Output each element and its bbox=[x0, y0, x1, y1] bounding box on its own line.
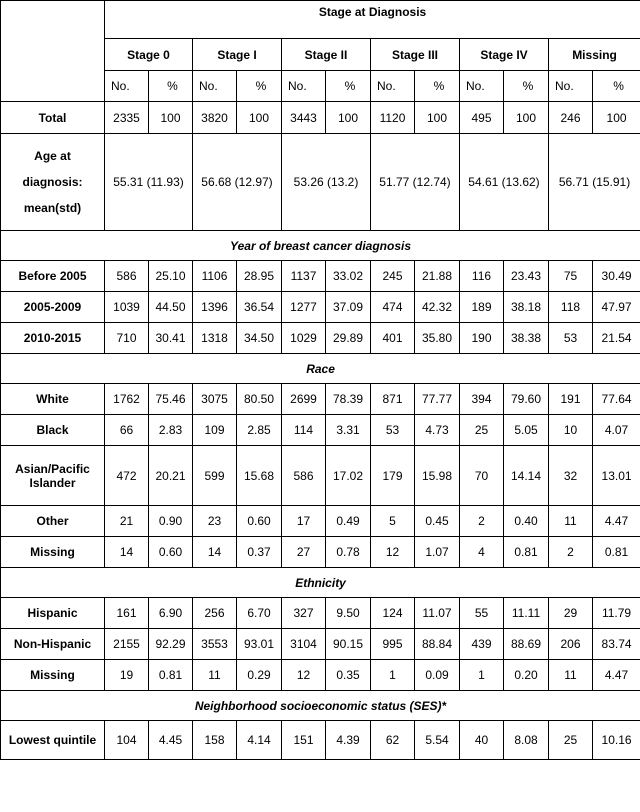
percent-cell: 42.32 bbox=[415, 292, 460, 323]
stage-header: Missing bbox=[549, 39, 640, 71]
count-cell: 191 bbox=[549, 384, 593, 415]
percent-cell: 0.09 bbox=[415, 660, 460, 691]
percent-cell: 77.64 bbox=[593, 384, 640, 415]
mean-std-cell: 56.71 (15.91) bbox=[549, 134, 640, 231]
mean-std-cell: 53.26 (13.2) bbox=[282, 134, 371, 231]
percent-cell: 6.90 bbox=[149, 598, 193, 629]
col-pct-header: % bbox=[326, 71, 371, 102]
count-cell: 161 bbox=[105, 598, 149, 629]
percent-cell: 0.81 bbox=[593, 537, 640, 568]
count-cell: 12 bbox=[371, 537, 415, 568]
count-cell: 1106 bbox=[193, 261, 237, 292]
row-label-line: mean(std) bbox=[23, 201, 82, 215]
count-cell: 495 bbox=[460, 102, 504, 134]
count-cell: 1137 bbox=[282, 261, 326, 292]
percent-cell: 14.14 bbox=[504, 446, 549, 506]
count-cell: 2 bbox=[460, 506, 504, 537]
col-no-header: No. bbox=[282, 71, 326, 102]
row-label: Missing bbox=[1, 660, 105, 691]
percent-cell: 100 bbox=[415, 102, 460, 134]
percent-cell: 37.09 bbox=[326, 292, 371, 323]
percent-cell: 35.80 bbox=[415, 323, 460, 354]
percent-cell: 0.60 bbox=[237, 506, 282, 537]
count-cell: 11 bbox=[193, 660, 237, 691]
count-cell: 104 bbox=[105, 721, 149, 760]
table-title: Stage at Diagnosis bbox=[105, 1, 640, 39]
table-row bbox=[1, 446, 640, 506]
count-cell: 32 bbox=[549, 446, 593, 506]
count-cell: 114 bbox=[282, 415, 326, 446]
percent-cell: 4.73 bbox=[415, 415, 460, 446]
count-cell: 1396 bbox=[193, 292, 237, 323]
percent-cell: 88.69 bbox=[504, 629, 549, 660]
percent-cell: 90.15 bbox=[326, 629, 371, 660]
percent-cell: 29.89 bbox=[326, 323, 371, 354]
count-cell: 401 bbox=[371, 323, 415, 354]
percent-cell: 0.40 bbox=[504, 506, 549, 537]
row-label: White bbox=[1, 384, 105, 415]
row-label: Total bbox=[1, 102, 105, 134]
percent-cell: 75.46 bbox=[149, 384, 193, 415]
table-row bbox=[1, 598, 640, 629]
count-cell: 1762 bbox=[105, 384, 149, 415]
row-label-line: Islander bbox=[29, 475, 76, 490]
count-cell: 55 bbox=[460, 598, 504, 629]
percent-cell: 100 bbox=[149, 102, 193, 134]
row-label: Non-Hispanic bbox=[1, 629, 105, 660]
col-pct-header: % bbox=[593, 71, 640, 102]
table-row bbox=[1, 660, 640, 691]
table-row bbox=[1, 102, 640, 134]
stage-header: Stage III bbox=[371, 39, 460, 71]
count-cell: 14 bbox=[105, 537, 149, 568]
stage-header: Stage I bbox=[193, 39, 282, 71]
percent-cell: 15.68 bbox=[237, 446, 282, 506]
count-cell: 118 bbox=[549, 292, 593, 323]
row-label: Missing bbox=[1, 537, 105, 568]
percent-cell: 4.39 bbox=[326, 721, 371, 760]
count-cell: 710 bbox=[105, 323, 149, 354]
col-pct-header: % bbox=[149, 71, 193, 102]
percent-cell: 0.81 bbox=[149, 660, 193, 691]
table-row bbox=[1, 415, 640, 446]
percent-cell: 0.60 bbox=[149, 537, 193, 568]
count-cell: 27 bbox=[282, 537, 326, 568]
count-cell: 11 bbox=[549, 506, 593, 537]
section-title: Ethnicity bbox=[1, 568, 640, 598]
percent-cell: 6.70 bbox=[237, 598, 282, 629]
col-pct-header: % bbox=[237, 71, 282, 102]
col-pct-header: % bbox=[504, 71, 549, 102]
count-cell: 3820 bbox=[193, 102, 237, 134]
count-cell: 394 bbox=[460, 384, 504, 415]
count-cell: 66 bbox=[105, 415, 149, 446]
percent-cell: 0.35 bbox=[326, 660, 371, 691]
count-cell: 3075 bbox=[193, 384, 237, 415]
row-label: Other bbox=[1, 506, 105, 537]
count-cell: 5 bbox=[371, 506, 415, 537]
percent-cell: 9.50 bbox=[326, 598, 371, 629]
percent-cell: 88.84 bbox=[415, 629, 460, 660]
percent-cell: 21.88 bbox=[415, 261, 460, 292]
percent-cell: 11.11 bbox=[504, 598, 549, 629]
row-label: Black bbox=[1, 415, 105, 446]
corner-cell bbox=[1, 1, 105, 102]
percent-cell: 0.78 bbox=[326, 537, 371, 568]
count-cell: 995 bbox=[371, 629, 415, 660]
percent-cell: 34.50 bbox=[237, 323, 282, 354]
percent-cell: 100 bbox=[504, 102, 549, 134]
col-no-header: No. bbox=[193, 71, 237, 102]
count-cell: 256 bbox=[193, 598, 237, 629]
percent-cell: 4.45 bbox=[149, 721, 193, 760]
col-no-header: No. bbox=[460, 71, 504, 102]
percent-cell: 20.21 bbox=[149, 446, 193, 506]
percent-cell: 100 bbox=[237, 102, 282, 134]
count-cell: 75 bbox=[549, 261, 593, 292]
percent-cell: 5.05 bbox=[504, 415, 549, 446]
percent-cell: 36.54 bbox=[237, 292, 282, 323]
row-label: Hispanic bbox=[1, 598, 105, 629]
percent-cell: 4.47 bbox=[593, 660, 640, 691]
row-label-line: diagnosis: bbox=[22, 175, 83, 189]
table-row bbox=[1, 134, 640, 231]
row-label: Lowest quintile bbox=[1, 721, 105, 760]
percent-cell: 92.29 bbox=[149, 629, 193, 660]
count-cell: 1039 bbox=[105, 292, 149, 323]
percent-cell: 0.29 bbox=[237, 660, 282, 691]
percent-cell: 4.47 bbox=[593, 506, 640, 537]
count-cell: 19 bbox=[105, 660, 149, 691]
count-cell: 599 bbox=[193, 446, 237, 506]
count-cell: 62 bbox=[371, 721, 415, 760]
table-row bbox=[1, 323, 640, 354]
percent-cell: 0.81 bbox=[504, 537, 549, 568]
stage-header: Stage IV bbox=[460, 39, 549, 71]
count-cell: 2699 bbox=[282, 384, 326, 415]
count-cell: 439 bbox=[460, 629, 504, 660]
col-no-header: No. bbox=[371, 71, 415, 102]
percent-cell: 83.74 bbox=[593, 629, 640, 660]
section-title: Neighborhood socioeconomic status (SES)* bbox=[1, 691, 640, 721]
percent-cell: 25.10 bbox=[149, 261, 193, 292]
percent-cell: 17.02 bbox=[326, 446, 371, 506]
section-title: Year of breast cancer diagnosis bbox=[1, 231, 640, 261]
table-row bbox=[1, 537, 640, 568]
percent-cell: 11.07 bbox=[415, 598, 460, 629]
count-cell: 23 bbox=[193, 506, 237, 537]
count-cell: 40 bbox=[460, 721, 504, 760]
row-label: 2005-2009 bbox=[1, 292, 105, 323]
count-cell: 3553 bbox=[193, 629, 237, 660]
percent-cell: 13.01 bbox=[593, 446, 640, 506]
count-cell: 327 bbox=[282, 598, 326, 629]
percent-cell: 11.79 bbox=[593, 598, 640, 629]
percent-cell: 33.02 bbox=[326, 261, 371, 292]
count-cell: 124 bbox=[371, 598, 415, 629]
section-title: Race bbox=[1, 354, 640, 384]
count-cell: 151 bbox=[282, 721, 326, 760]
count-cell: 11 bbox=[549, 660, 593, 691]
count-cell: 586 bbox=[282, 446, 326, 506]
percent-cell: 2.85 bbox=[237, 415, 282, 446]
count-cell: 158 bbox=[193, 721, 237, 760]
percent-cell: 3.31 bbox=[326, 415, 371, 446]
percent-cell: 78.39 bbox=[326, 384, 371, 415]
row-label-line: Asian/Pacific bbox=[15, 461, 90, 476]
percent-cell: 8.08 bbox=[504, 721, 549, 760]
count-cell: 871 bbox=[371, 384, 415, 415]
percent-cell: 5.54 bbox=[415, 721, 460, 760]
mean-std-cell: 55.31 (11.93) bbox=[105, 134, 193, 231]
percent-cell: 0.45 bbox=[415, 506, 460, 537]
count-cell: 109 bbox=[193, 415, 237, 446]
percent-cell: 4.14 bbox=[237, 721, 282, 760]
percent-cell: 1.07 bbox=[415, 537, 460, 568]
mean-std-cell: 56.68 (12.97) bbox=[193, 134, 282, 231]
count-cell: 1 bbox=[460, 660, 504, 691]
percent-cell: 79.60 bbox=[504, 384, 549, 415]
count-cell: 246 bbox=[549, 102, 593, 134]
count-cell: 190 bbox=[460, 323, 504, 354]
section-header-row bbox=[1, 231, 640, 261]
row-label: 2010-2015 bbox=[1, 323, 105, 354]
count-cell: 29 bbox=[549, 598, 593, 629]
percent-cell: 0.90 bbox=[149, 506, 193, 537]
count-cell: 14 bbox=[193, 537, 237, 568]
count-cell: 189 bbox=[460, 292, 504, 323]
stage-header: Stage 0 bbox=[105, 39, 193, 71]
count-cell: 53 bbox=[371, 415, 415, 446]
col-pct-header: % bbox=[415, 71, 460, 102]
percent-cell: 38.38 bbox=[504, 323, 549, 354]
table-row bbox=[1, 629, 640, 660]
percent-cell: 44.50 bbox=[149, 292, 193, 323]
mean-std-cell: 51.77 (12.74) bbox=[371, 134, 460, 231]
count-cell: 4 bbox=[460, 537, 504, 568]
section-header-row bbox=[1, 568, 640, 598]
percent-cell: 2.83 bbox=[149, 415, 193, 446]
count-cell: 1 bbox=[371, 660, 415, 691]
percent-cell: 100 bbox=[593, 102, 640, 134]
section-header-row bbox=[1, 354, 640, 384]
percent-cell: 30.49 bbox=[593, 261, 640, 292]
count-cell: 25 bbox=[549, 721, 593, 760]
percent-cell: 93.01 bbox=[237, 629, 282, 660]
count-cell: 70 bbox=[460, 446, 504, 506]
table-row bbox=[1, 261, 640, 292]
count-cell: 179 bbox=[371, 446, 415, 506]
col-no-header: No. bbox=[549, 71, 593, 102]
count-cell: 2155 bbox=[105, 629, 149, 660]
percent-cell: 15.98 bbox=[415, 446, 460, 506]
count-cell: 472 bbox=[105, 446, 149, 506]
percent-cell: 30.41 bbox=[149, 323, 193, 354]
col-no-header: No. bbox=[105, 71, 149, 102]
percent-cell: 0.20 bbox=[504, 660, 549, 691]
count-cell: 1277 bbox=[282, 292, 326, 323]
row-label-line: Age at bbox=[34, 149, 71, 163]
row-label bbox=[1, 134, 105, 231]
percent-cell: 28.95 bbox=[237, 261, 282, 292]
mean-std-cell: 54.61 (13.62) bbox=[460, 134, 549, 231]
percent-cell: 4.07 bbox=[593, 415, 640, 446]
section-header-row bbox=[1, 691, 640, 721]
count-cell: 474 bbox=[371, 292, 415, 323]
table-row bbox=[1, 384, 640, 415]
percent-cell: 38.18 bbox=[504, 292, 549, 323]
count-cell: 17 bbox=[282, 506, 326, 537]
percent-cell: 21.54 bbox=[593, 323, 640, 354]
percent-cell: 80.50 bbox=[237, 384, 282, 415]
count-cell: 3443 bbox=[282, 102, 326, 134]
row-label: Before 2005 bbox=[1, 261, 105, 292]
percent-cell: 0.49 bbox=[326, 506, 371, 537]
table-row bbox=[1, 506, 640, 537]
row-label bbox=[1, 446, 105, 506]
count-cell: 1029 bbox=[282, 323, 326, 354]
table-row bbox=[1, 721, 640, 760]
count-cell: 245 bbox=[371, 261, 415, 292]
count-cell: 12 bbox=[282, 660, 326, 691]
count-cell: 116 bbox=[460, 261, 504, 292]
percent-cell: 23.43 bbox=[504, 261, 549, 292]
percent-cell: 100 bbox=[326, 102, 371, 134]
percent-cell: 77.77 bbox=[415, 384, 460, 415]
percent-cell: 0.37 bbox=[237, 537, 282, 568]
percent-cell: 10.16 bbox=[593, 721, 640, 760]
count-cell: 10 bbox=[549, 415, 593, 446]
count-cell: 1120 bbox=[371, 102, 415, 134]
count-cell: 25 bbox=[460, 415, 504, 446]
count-cell: 586 bbox=[105, 261, 149, 292]
count-cell: 2 bbox=[549, 537, 593, 568]
count-cell: 21 bbox=[105, 506, 149, 537]
percent-cell: 47.97 bbox=[593, 292, 640, 323]
count-cell: 53 bbox=[549, 323, 593, 354]
table-row bbox=[1, 292, 640, 323]
count-cell: 2335 bbox=[105, 102, 149, 134]
stage-header: Stage II bbox=[282, 39, 371, 71]
count-cell: 3104 bbox=[282, 629, 326, 660]
count-cell: 206 bbox=[549, 629, 593, 660]
count-cell: 1318 bbox=[193, 323, 237, 354]
